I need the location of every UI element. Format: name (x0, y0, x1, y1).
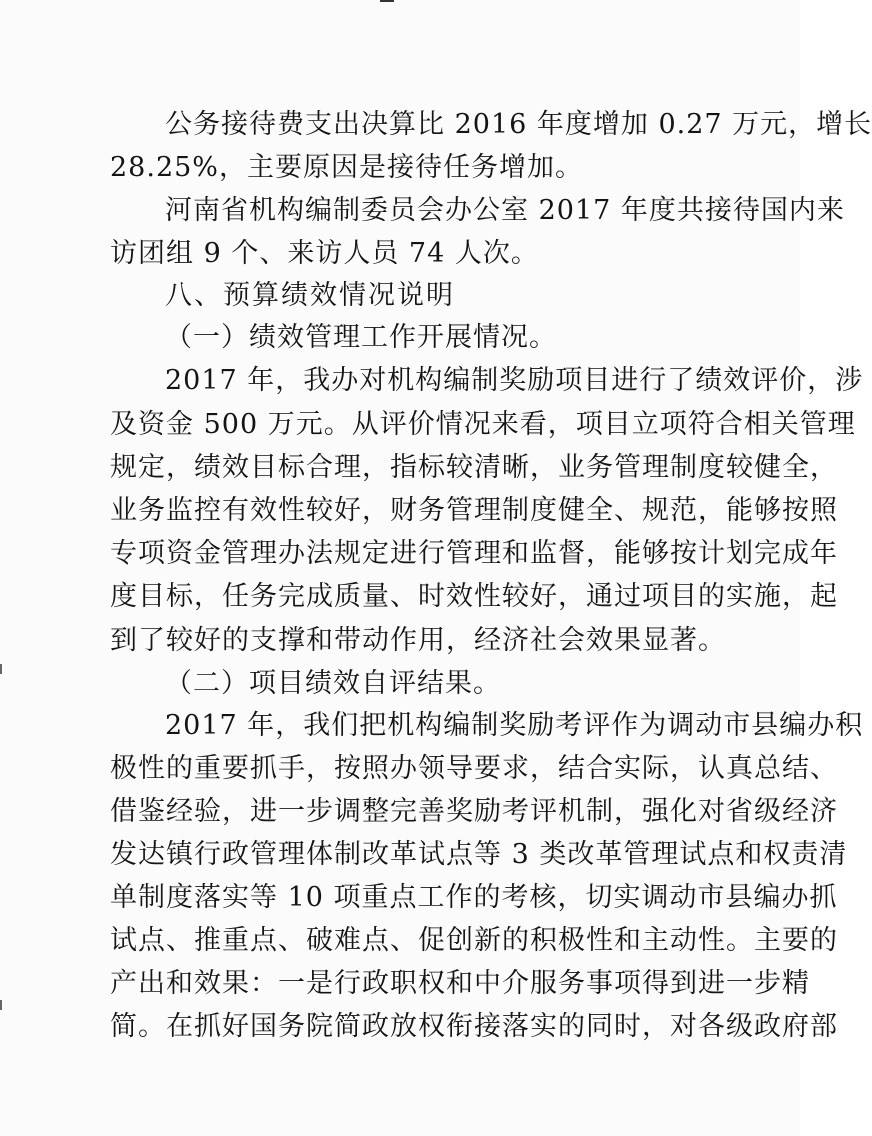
paragraph-line: 公务接待费支出决算比 2016 年度增加 0.27 万元，增长 (165, 109, 872, 140)
paragraph-line: 发达镇行政管理体制改革试点等 3 类改革管理试点和权责清 (110, 839, 848, 870)
paragraph-line: 试点、推重点、破难点、促创新的积极性和主动性。主要的 (110, 925, 838, 956)
paragraph-line: 业务监控有效性较好，财务管理制度健全、规范，能够按照 (110, 495, 838, 526)
paragraph-line: 简。在抓好国务院简政放权衔接落实的同时，对各级政府部 (110, 1011, 838, 1042)
paragraph-line: 规定，绩效目标合理，指标较清晰，业务管理制度较健全， (110, 452, 838, 483)
paragraph-line: 极性的重要抓手，按照办领导要求，结合实际，认真总结、 (110, 753, 838, 784)
scan-mark-top (380, 0, 394, 2)
paragraph-line: 到了较好的支撑和带动作用，经济社会效果显著。 (110, 625, 726, 656)
paragraph-line: 2017 年，我办对机构编制奖励项目进行了绩效评价，涉 (165, 365, 864, 396)
subsection-heading: （一）绩效管理工作开展情况。 (165, 322, 557, 353)
scan-mark-left (0, 1000, 2, 1010)
paragraph-line: 2017 年，我们把机构编制奖励考评作为调动市县编办积 (165, 710, 864, 741)
paragraph-line: 及资金 500 万元。从评价情况来看，项目立项符合相关管理 (110, 409, 856, 440)
paragraph-line: 河南省机构编制委员会办公室 2017 年度共接待国内来 (165, 195, 845, 226)
paragraph-line: 度目标，任务完成质量、时效性较好，通过项目的实施，起 (110, 581, 838, 612)
paragraph-line: 产出和效果：一是行政职权和中介服务事项得到进一步精 (110, 968, 810, 999)
paragraph-line: 借鉴经验，进一步调整完善奖励考评机制，强化对省级经济 (110, 796, 838, 827)
paragraph-line: 28.25%，主要原因是接待任务增加。 (110, 152, 583, 183)
section-heading: 八、预算绩效情况说明 (165, 280, 455, 311)
scan-mark-left (0, 664, 2, 674)
paragraph-line: 单制度落实等 10 项重点工作的考核，切实调动市县编办抓 (110, 882, 838, 913)
paragraph-line: 访团组 9 个、来访人员 74 人次。 (110, 238, 539, 269)
subsection-heading: （二）项目绩效自评结果。 (165, 668, 501, 699)
paragraph-line: 专项资金管理办法规定进行管理和监督，能够按计划完成年 (110, 538, 838, 569)
